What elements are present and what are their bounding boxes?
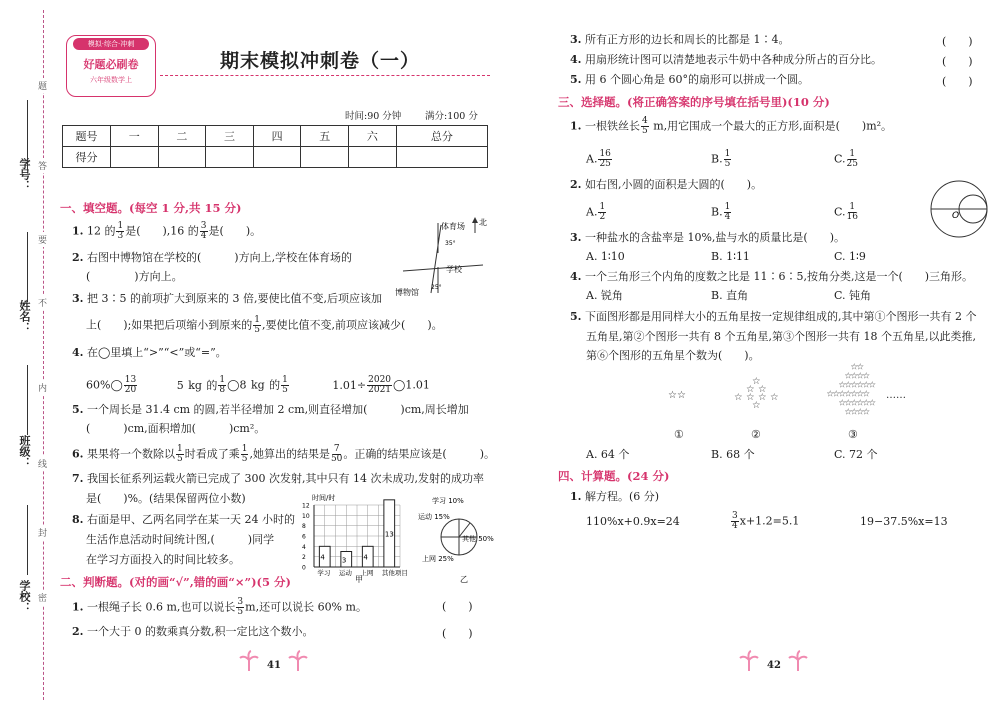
seal-char: 密 (38, 590, 47, 605)
star-icon: ☆ (832, 389, 841, 400)
star-icon: ☆ (856, 371, 865, 382)
palm-icon (287, 650, 309, 672)
option-a[interactable]: A. 1∶10 (586, 250, 625, 263)
score-cell[interactable] (349, 147, 397, 168)
table-header: 二 (158, 126, 206, 147)
direction-figure (393, 215, 493, 297)
student-id-label: 学号： (18, 158, 31, 191)
question-2-3: 3. 所有正方形的边长和周长的比都是 1∶4。 (570, 33, 790, 46)
star-icon: ☆ (850, 398, 859, 409)
ellipsis: …… (886, 390, 906, 401)
bar-chart-jia (300, 492, 415, 584)
question-1-5: 5. 一个周长是 31.4 cm 的圆,若半径增加 2 cm,则直径增加( )cm,周长增加 (72, 403, 469, 416)
table-header: 一 (111, 126, 159, 147)
bar-y-tick: 6 (302, 533, 306, 541)
option-b[interactable]: B. 68 个 (711, 448, 755, 461)
pie-caption: 乙 (460, 575, 468, 584)
star-icon: ☆ (862, 389, 871, 400)
score-cell[interactable] (253, 147, 301, 168)
answer-blank[interactable]: ( ) (942, 35, 973, 48)
question-1-3: 3. 把 3∶5 的前项扩大到原来的 3 倍,要使比值不变,后项应该加 (72, 292, 382, 305)
star-icon: ☆ (844, 389, 853, 400)
name-label: 姓名： (18, 300, 31, 333)
star-icon: ☆ (758, 384, 767, 395)
star-icon: ☆ (868, 380, 877, 391)
class-label: 班级： (18, 435, 31, 468)
option-c[interactable]: C. 1∶9 (834, 250, 866, 263)
score-cell[interactable] (396, 147, 487, 168)
star-icon: ☆ (838, 389, 847, 400)
star-icon: ☆ (838, 398, 847, 409)
question-1-7-cont: 是( )%。(结果保留两位小数) (86, 492, 246, 505)
bar-category-label: 学习 (317, 569, 331, 577)
equation-1: 110%x+0.9x=24 (586, 515, 680, 528)
answer-blank[interactable]: ( ) (442, 600, 473, 613)
school-label: 学校： (18, 580, 31, 613)
star-icon: ☆ (850, 371, 859, 382)
bar-value-label: 3 (341, 556, 347, 565)
class-line[interactable] (27, 365, 28, 435)
logo-grade: 六年级数学上 (90, 76, 132, 84)
pie-chart-yi (416, 497, 496, 585)
bar-y-label: 时间/时 (312, 494, 336, 502)
angle-25: 25° (431, 284, 442, 291)
student-id-line[interactable] (27, 100, 28, 170)
bar-y-tick: 4 (302, 543, 306, 551)
star-icon: ☆ (850, 407, 859, 418)
bar-y-tick: 10 (302, 512, 310, 520)
palm-icon (787, 650, 809, 672)
option-a[interactable]: A. 64 个 (586, 448, 630, 461)
star-icon: ☆ (856, 380, 865, 391)
figure-label-3: ③ (848, 428, 858, 441)
option-c[interactable]: C. $\frac{1}{25}$ (834, 149, 858, 169)
museum-label: 博物馆 (395, 288, 419, 297)
question-1-2-cont: ( )方向上。 (86, 270, 183, 283)
question-3-1: 1. 一根铁丝长 $\frac{4}{5}$ m,用它围成一个最大的正方形,面积是( )m²。 (570, 116, 893, 136)
time-limit: 时间:90 分钟 (345, 111, 402, 122)
pie-label-other: 其他 50% (462, 535, 494, 543)
palm-icon (738, 650, 760, 672)
center-o: O (952, 211, 960, 221)
star-icon: ☆ (770, 392, 779, 403)
circles-figure (928, 178, 990, 240)
bar-y-tick: 2 (302, 554, 306, 562)
question-1-5-cont: ( )cm,面积增加( )cm²。 (86, 422, 266, 435)
question-1-4: 4. 在◯里填上“>”“<”或“=”。 (72, 346, 227, 359)
header-rule (160, 75, 490, 76)
star-icon: ☆ (844, 371, 853, 382)
section-judge-heading: 二、判断题。(对的画“√”,错的画“×”)(5 分) (60, 575, 291, 589)
star-icon: ☆ (862, 371, 871, 382)
star-icon: ☆ (838, 380, 847, 391)
star-icon: ☆ (856, 398, 865, 409)
table-header: 六 (349, 126, 397, 147)
answer-blank[interactable]: ( ) (942, 75, 973, 88)
star-icon: ☆ (862, 380, 871, 391)
question-1-8-cont2: 在学习方面投入的时间比较多。 (86, 553, 240, 566)
question-3-5: 5. 下面图形都是用同样大小的五角星按一定规律组成的,其中第①个图形一共有 2 个 (570, 310, 977, 323)
option-a[interactable]: A. $\frac{16}{25}$ (586, 149, 611, 169)
brand-logo (66, 35, 156, 97)
star-icon: ☆ (850, 389, 859, 400)
table-row (63, 126, 488, 147)
angle-35: 35° (445, 240, 456, 247)
option-b[interactable]: B. $\frac{1}{4}$ (711, 202, 731, 222)
question-1-1: 1. 12 的 $\frac{1}{3}$ 是( ),16 的 $\frac{3}{4}$ 是( )。 (72, 221, 262, 241)
bar-value-label: 4 (320, 553, 325, 562)
score-cell[interactable] (206, 147, 254, 168)
question-3-5-cont: 五角星,第②个图形一共有 8 个五角星,第③个图形一共有 18 个五角星,以此类推, (586, 330, 976, 343)
option-c[interactable]: C. 钝角 (834, 289, 872, 302)
full-score: 满分:100 分 (425, 111, 478, 122)
seal-char: 要 (38, 232, 47, 247)
gym-label: 体育场 (441, 222, 465, 231)
section-fill-blank-heading: 一、填空题。(每空 1 分,共 15 分) (60, 201, 242, 215)
bar-value-label: 4 (363, 553, 368, 562)
star-icon: ☆ (752, 400, 761, 411)
bar-grid (302, 500, 408, 577)
score-table (62, 125, 488, 168)
question-1-8-cont: 生活作息活动时间统计图,( )同学 (86, 533, 275, 546)
score-cell[interactable] (301, 147, 349, 168)
option-b[interactable]: B. $\frac{1}{5}$ (711, 149, 731, 169)
question-3-2: 2. 如右图,小圆的面积是大圆的( )。 (570, 178, 763, 191)
bar-value-label: 13 (384, 530, 394, 539)
pie-label-net: 上网 25% (422, 555, 454, 563)
bar-category-label: 其他项目 (381, 569, 408, 577)
question-2-4: 4. 用扇形统计图可以清楚地表示牛奶中各种成分所占的百分比。 (570, 53, 882, 66)
section-calc-heading: 四、计算题。(24 分) (558, 469, 670, 483)
pie-label-sport: 运动 15% (418, 513, 450, 521)
bar-y-tick: 12 (302, 502, 310, 510)
equation-3: 19−37.5%x=13 (860, 515, 948, 528)
table-row (63, 147, 488, 168)
question-1-6: 6. 果果将一个数除以 $\frac{1}{5}$ 时看成了乘 $\frac{1}{5}$ ,她算出的结果是 $\frac{7}{50}$ 。正确的结果应该是( )。 (72, 444, 495, 464)
seal-char: 答 (38, 158, 47, 173)
option-a[interactable]: A. $\frac{1}{2}$ (586, 202, 606, 222)
seal-char: 线 (38, 456, 47, 471)
north-label: 北 (479, 218, 487, 227)
logo-tag: 模拟·综合·冲刺 (73, 38, 149, 50)
table-header: 五 (301, 126, 349, 147)
page-number-right: 42 (767, 660, 781, 671)
answer-blank[interactable]: ( ) (942, 55, 973, 68)
question-1-7: 7. 我国长征系列运载火箭已完成了 300 次发射,其中只有 14 次未成功,发射的成功率 (72, 472, 484, 485)
star-icon: ☆ (844, 398, 853, 409)
star-icon: ☆ (868, 398, 877, 409)
question-1-3-cont: 上( );如果把后项缩小到原来的 $\frac{1}{5}$ ,要使比值不变,前项应该减少( )。 (86, 315, 443, 335)
star-icon: ☆ (752, 376, 761, 387)
table-row-label: 得分 (63, 147, 111, 168)
page-number-left: 41 (267, 660, 281, 671)
table-header: 总分 (396, 126, 487, 147)
score-cell[interactable] (111, 147, 159, 168)
star-icon: ☆ (850, 380, 859, 391)
bar-category-label: 运动 (338, 569, 352, 577)
palm-icon (238, 650, 260, 672)
answer-blank[interactable]: ( ) (442, 627, 473, 640)
bar-caption: 甲 (355, 575, 363, 584)
seal-char: 内 (38, 380, 47, 395)
question-1-8: 8. 右面是甲、乙两名同学在某一天 24 小时的 (72, 513, 295, 526)
star-icon: ☆ (746, 392, 755, 403)
star-icon: ☆ (844, 380, 853, 391)
question-3-5-cont2: 第⑥个图形的五角星个数为( )。 (586, 349, 760, 362)
star-icon: ☆ (856, 362, 865, 373)
question-2-2: 2. 一个大于 0 的数乘真分数,积一定比这个数小。 (72, 625, 314, 638)
star-icon: ☆ (862, 398, 871, 409)
star-icon: ☆ (826, 389, 835, 400)
option-a[interactable]: A. 锐角 (586, 289, 623, 302)
option-b[interactable]: B. 1∶11 (711, 250, 750, 263)
bar-y-tick: 0 (302, 564, 306, 572)
logo-name: 好题必刷卷 (83, 58, 139, 71)
question-2-1: 1. 一根绳子长 0.6 m,也可以说长 $\frac{3}{5}$ m,还可以说长 60% m。 (72, 597, 367, 617)
star-icon: ☆ (856, 389, 865, 400)
figure-label-2: ② (751, 428, 761, 441)
option-c[interactable]: C. $\frac{1}{16}$ (834, 202, 858, 222)
question-3-4: 4. 一个三角形三个内角的度数之比是 11∶6∶5,按角分类,这是一个( )三角形。 (570, 270, 974, 283)
question-1-2: 2. 右图中博物馆在学校的( )方向上,学校在体育场的 (72, 251, 353, 264)
star-figure-1: ☆☆ (668, 390, 686, 401)
star-icon: ☆ (746, 384, 755, 395)
score-cell[interactable] (158, 147, 206, 168)
star-figure-2 (730, 372, 785, 416)
seal-char: 题 (38, 78, 47, 93)
table-header: 题号 (63, 126, 111, 147)
school-label: 学校 (446, 265, 462, 274)
question-3-3: 3. 一种盐水的含盐率是 10%,盐与水的质量比是( )。 (570, 231, 846, 244)
star-icon: ☆ (850, 362, 859, 373)
equation-2: $\frac{3}{4}$ x+1.2=5.1 (732, 511, 800, 531)
question-1-4-compare: 60%◯ $\frac{13}{20}$ 5 kg 的 $\frac{1}{8}$ ◯8 kg 的 $\frac{1}{5}$ 1.01÷ $\frac{2020}{2021}$ ◯1.01 (86, 375, 430, 395)
seal-char: 封 (38, 525, 47, 540)
star-icon: ☆ (862, 407, 871, 418)
seal-char: 不 (38, 295, 47, 310)
binding-sidebar (6, 10, 54, 700)
option-b[interactable]: B. 直角 (711, 289, 749, 302)
bar-y-tick: 8 (302, 523, 306, 531)
question-2-5: 5. 用 6 个圆心角是 60°的扇形可以拼成一个圆。 (570, 73, 809, 86)
figure-label-1: ① (674, 428, 684, 441)
school-line[interactable] (27, 505, 28, 575)
question-4-1: 1. 解方程。(6 分) (570, 490, 660, 503)
star-icon: ☆ (844, 407, 853, 418)
star-icon: ☆ (734, 392, 743, 403)
bar-category-label: 上网 (360, 569, 374, 577)
table-header: 四 (253, 126, 301, 147)
option-c[interactable]: C. 72 个 (834, 448, 878, 461)
name-line[interactable] (27, 232, 28, 302)
table-header: 三 (206, 126, 254, 147)
star-icon: ☆ (758, 392, 767, 403)
section-choice-heading: 三、选择题。(将正确答案的序号填在括号里)(10 分) (558, 95, 830, 109)
page-title: 期末模拟冲刺卷（一） (220, 50, 421, 72)
pie-label-study: 学习 10% (432, 497, 464, 505)
star-icon: ☆ (856, 407, 865, 418)
